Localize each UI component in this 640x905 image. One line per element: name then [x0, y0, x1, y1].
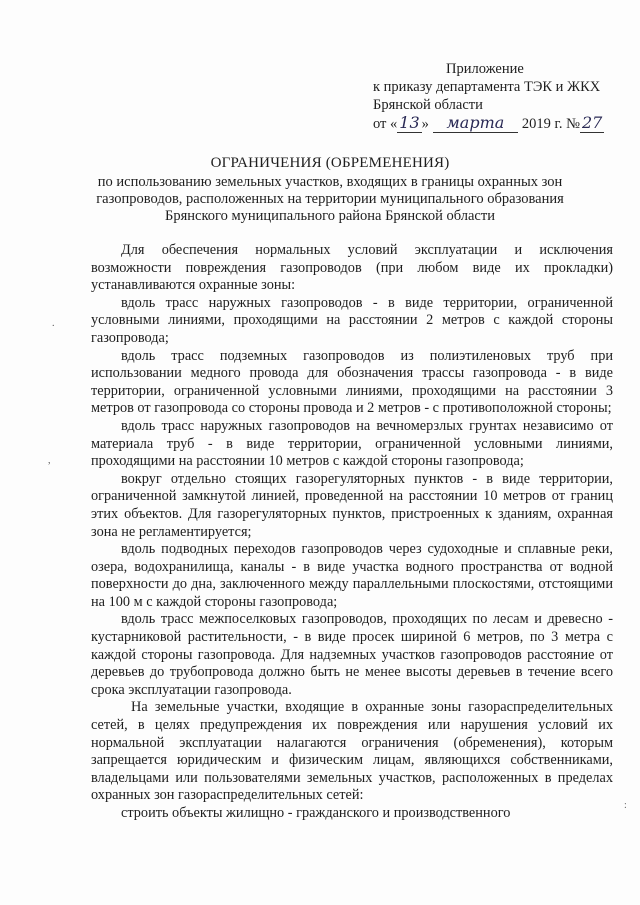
appendix-region-line: Брянской области — [373, 97, 483, 113]
paragraph-underwater-crossings: вдоль подводных переходов газопроводов через судоходные и сплавные реки, озера, водохранилища, каналы - в виде участка водного пространства от водной поверхности до дна, заключенного между параллельными плоскостями, отстоящими на 100 м с каждой стороны газопровода; — [91, 541, 613, 610]
paragraph-regulator-points: вокруг отдельно стоящих газорегуляторных пунктов - в виде территории, ограниченной замкнутой линией, проведенной на расстоянии 10 метров от границ этих объектов. Для газорегуляторных пунктов, пристроенных к зданиям, охранная зона не регламентируется; — [91, 470, 613, 540]
date-year: 2019 г. № — [521, 116, 580, 132]
paragraph-outdoor-pipelines: вдоль трасс наружных газопроводов - в виде территории, ограниченной условными линиями, проходящими на расстоянии 2 метров с каждой стороны газопровода; — [91, 294, 613, 346]
appendix-block — [373, 60, 613, 133]
paragraph-restrictions: На земельные участки, входящие в охранные зоны газораспределительных сетей, в целях предупреждения их повреждения или нарушения условий их нормальной эксплуатации налагаются ограничения (обременения), которым запрещается юридическим и физическим лицам, являющихся собственниками, владельцами или пользователями земельных участков, расположенных в пределах охранных зон газораспределительных сетей: — [91, 699, 613, 804]
subtitle-line-1: по использованию земельных участков, входящих в границы охранных зон — [97, 174, 563, 190]
date-mid: » — [421, 116, 429, 132]
handwritten-number: 27 — [581, 113, 603, 132]
paragraph-construction: строить объекты жилищно - гражданского и производственного — [121, 805, 511, 821]
scan-speck: . — [52, 318, 55, 329]
paragraph-polyethylene-pipelines: вдоль трасс подземных газопроводов из полиэтиленовых труб при использовании медного провода для обозначения трассы газопровода - в виде территории, ограниченной условными линиями, проходящими на расстоянии 3 метров от газопровода со стороны провода и 2 метров - с противоположной стороны; — [91, 347, 613, 417]
date-prefix: от « — [373, 116, 398, 132]
appendix-order-line: к приказу департамента ТЭК и ЖКХ — [373, 79, 601, 95]
paragraph-permafrost-pipelines: вдоль трасс наружных газопроводов на вечномерзлых грунтах независимо от материала труб - в виде территории, ограниченной условными линиями, проходящими на расстоянии 10 метров с каждой стороны газопровода; — [91, 417, 613, 470]
subtitle-line-3: Брянского муниципального района Брянской области — [165, 208, 495, 224]
handwritten-day: 13 — [399, 113, 420, 132]
paragraph-intro: Для обеспечения нормальных условий эксплуатации и исключения возможности повреждения газопроводов (при любом виде их прокладки) устанавливаются охранные зоны: — [91, 242, 613, 294]
scan-speck: , — [48, 455, 51, 466]
appendix-date-line — [373, 114, 613, 133]
scan-edge-mark: : — [624, 800, 627, 811]
title-block — [70, 155, 590, 225]
document-title: ОГРАНИЧЕНИЯ (ОБРЕМЕНЕНИЯ) — [210, 155, 450, 171]
paragraph-intersettlement-pipelines: вдоль трасс межпоселковых газопроводов, проходящих по лесам и древесно - кустарниковой растительности, - в виде просек шириной 6 метров, по 3 метра с каждой стороны газопровода. Для надземных участков газопроводов расстояние от деревьев до трубопровода должно быть не менее высоты деревьев в течение всего срока эксплуатации газопровода. — [91, 611, 613, 698]
appendix-title: Приложение — [446, 61, 524, 77]
subtitle-line-2: газопроводов, расположенных на территории муниципального образования — [96, 191, 564, 207]
handwritten-month: марта — [433, 113, 519, 133]
document-body — [91, 242, 613, 823]
